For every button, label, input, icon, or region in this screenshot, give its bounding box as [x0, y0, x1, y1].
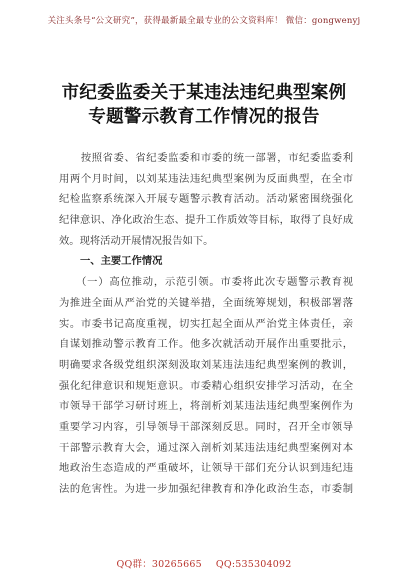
section-line: （一）高位推动，示范引领。市委将此次专题警示教育视: [59, 276, 353, 289]
qq-number-text: QQ:535304092: [215, 559, 292, 570]
intro-line: 按照省委、省纪委监委和市委的统一部署，市纪委监委利: [59, 152, 353, 164]
document-title-line-1: 市纪委监委关于某违法违纪典型案例: [61, 83, 347, 103]
section-line: 明确要求各级党组织深刻汲取刘某违法违纪典型案例的教训，: [59, 358, 353, 371]
footer-contact: [0, 556, 408, 570]
section-line: 为推进全面从严治党的关键举措，全面统筹规划，积极部署落: [59, 296, 353, 309]
document-body: [59, 148, 353, 500]
intro-line: 用两个月时间，以刘某违法违纪典型案例为反面典型，在全市: [59, 172, 353, 185]
section-heading: 一、主要工作情况: [80, 255, 163, 268]
intro-line: 纪律意识、净化政治生态、提升工作质效等目标，取得了良好成: [59, 214, 353, 227]
section-line: 市领导干部学习研讨班上，将剖析刘某违法违纪典型案例作为: [59, 400, 353, 413]
section-line: 自谋划推动警示教育工作。他多次就活动开展作出重要批示，: [59, 338, 353, 351]
section-line: 重要学习内容，引导领导干部深刻反思。同时，召开全市领导: [59, 420, 353, 433]
section-line: 强化纪律意识和规矩意识。市委精心组织安排学习活动，在全: [59, 379, 353, 392]
intro-line: 纪检监察系统深入开展专题警示教育活动。活动紧密围绕强化: [59, 193, 353, 206]
section-line: 法的危害性。为进一步加强纪律教育和净化政治生态，市委制: [59, 483, 353, 495]
document-title-line-2: 专题警示教育工作情况的报告: [88, 107, 320, 127]
section-line: 实。市委书记高度重视，切实扛起全面从严治党主体责任，亲: [59, 317, 353, 330]
intro-line: 效。现将活动开展情况报告如下。: [59, 234, 214, 247]
section-line: 干部警示教育大会，通过深入剖析刘某违法违纪典型案例对本: [59, 441, 353, 454]
section-line: 地政治生态造成的严重破坏，让领导干部们充分认识到违纪违: [59, 462, 353, 475]
qq-group-text: QQ群：30265665: [116, 559, 202, 570]
top-banner: 关注头条号“公文研究”，获得最新最全最专业的公文资料库！ 微信：gongwenyj: [47, 16, 361, 26]
